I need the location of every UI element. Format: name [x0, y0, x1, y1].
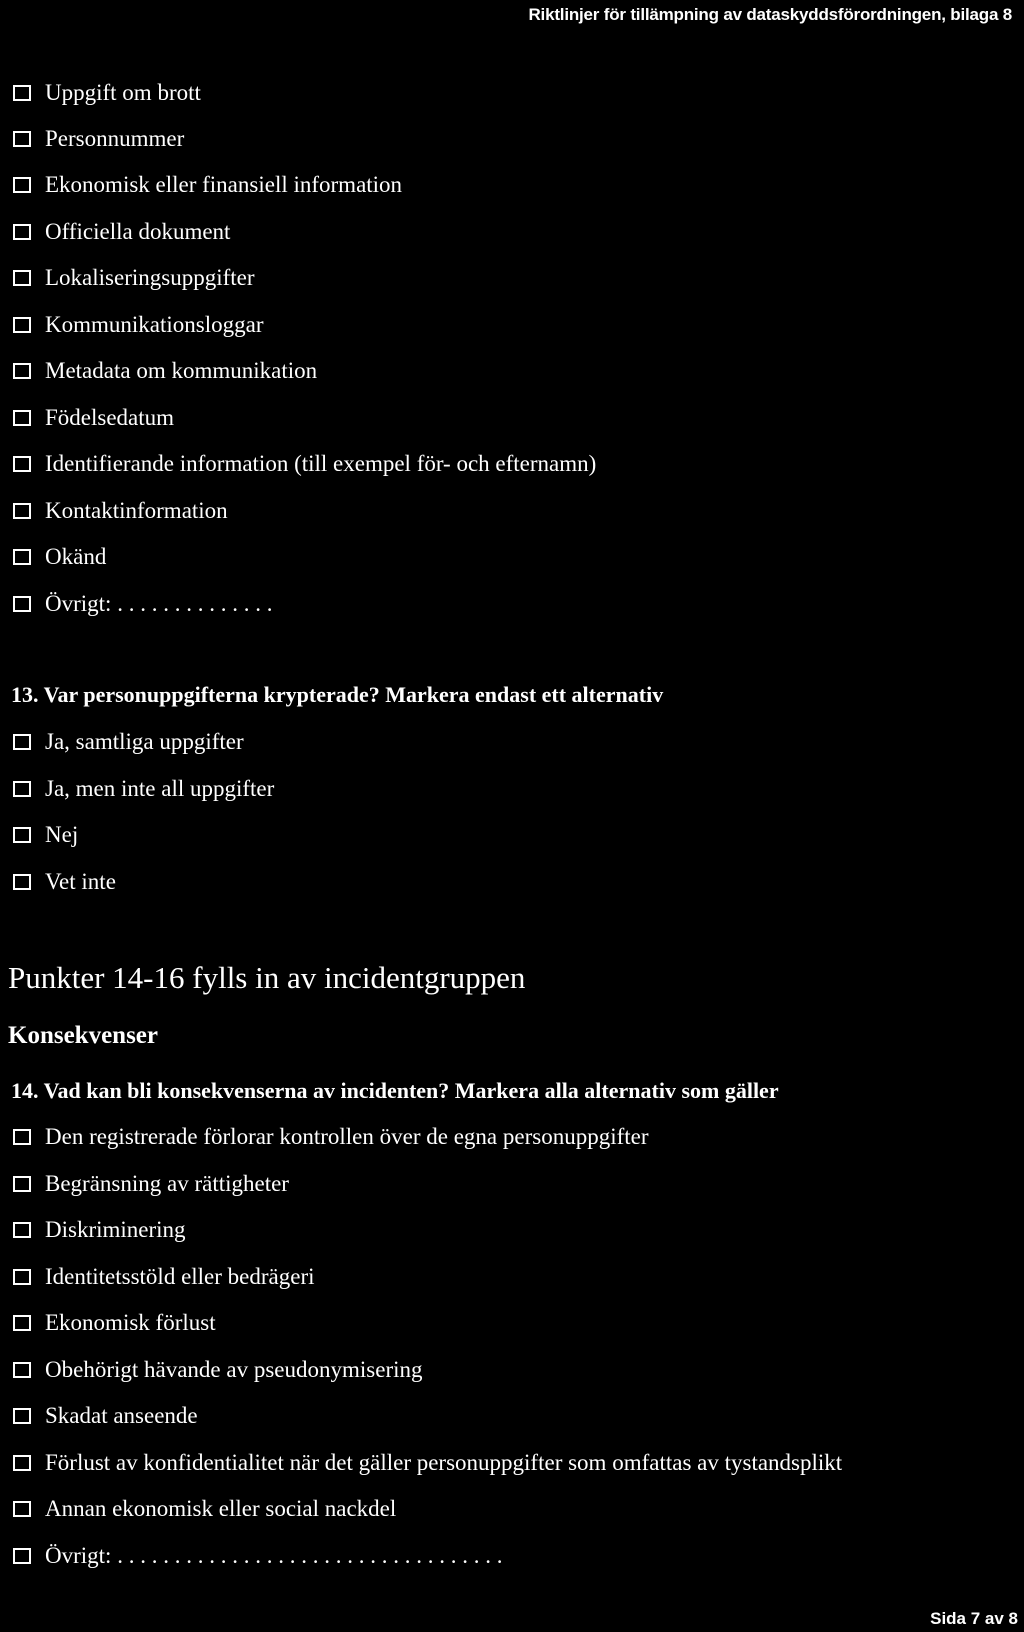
checkbox-label: Identifierande information (till exempel för- och efternamn) — [45, 451, 597, 476]
checkbox-label: Personnummer — [45, 126, 185, 151]
checkbox-icon[interactable] — [13, 1315, 31, 1331]
checkbox-label: Uppgift om brott — [45, 80, 201, 105]
checkbox-item[interactable] — [11, 1450, 842, 1476]
checkbox-item[interactable] — [11, 358, 317, 384]
checkbox-label: Okänd — [45, 544, 107, 569]
section-heading: Punkter 14-16 fylls in av incidentgruppen — [8, 960, 526, 995]
checkbox-label: Identitetsstöld eller bedrägeri — [45, 1264, 315, 1289]
checkbox-icon[interactable] — [13, 1455, 31, 1471]
checkbox-icon[interactable] — [13, 734, 31, 750]
checkbox-item[interactable] — [11, 80, 201, 106]
checkbox-icon[interactable] — [13, 224, 31, 240]
checkbox-label: Ekonomisk eller finansiell information — [45, 172, 403, 197]
checkbox-icon[interactable] — [13, 1548, 31, 1564]
checkbox-label: Ekonomisk förlust — [45, 1310, 216, 1335]
checkbox-label: Begränsning av rättigheter — [45, 1171, 289, 1196]
checkbox-label: Skadat anseende — [45, 1403, 198, 1428]
checkbox-icon[interactable] — [13, 1269, 31, 1285]
checkbox-item[interactable] — [11, 869, 116, 895]
checkbox-label: Ja, samtliga uppgifter — [45, 729, 244, 754]
checkbox-item[interactable] — [11, 591, 272, 617]
checkbox-item[interactable] — [11, 1124, 649, 1150]
checkbox-label: Födelsedatum — [45, 405, 175, 430]
checkbox-item[interactable] — [11, 729, 244, 755]
checkbox-icon[interactable] — [13, 874, 31, 890]
checkbox-label: Officiella dokument — [45, 219, 231, 244]
checkbox-icon[interactable] — [13, 317, 31, 333]
checkbox-label: Obehörigt hävande av pseudonymisering — [45, 1357, 423, 1382]
checkbox-label: Metadata om kommunikation — [45, 358, 318, 383]
checkbox-icon[interactable] — [13, 363, 31, 379]
checkbox-label: Den registrerade förlorar kontrollen över de egna personuppgifter — [45, 1124, 649, 1149]
checkbox-item[interactable] — [11, 312, 263, 338]
checkbox-label: Diskriminering — [45, 1217, 186, 1242]
checkbox-icon[interactable] — [13, 1129, 31, 1145]
checkbox-icon[interactable] — [13, 503, 31, 519]
checkbox-icon[interactable] — [13, 781, 31, 797]
checkbox-item[interactable] — [11, 219, 230, 245]
checkbox-icon[interactable] — [13, 410, 31, 426]
checkbox-icon[interactable] — [13, 1362, 31, 1378]
checkbox-item[interactable] — [11, 498, 228, 524]
question-14-title: 14. Vad kan bli konsekvenserna av incidenten? Markera alla alternativ som gäller — [11, 1078, 779, 1103]
checkbox-item[interactable] — [11, 265, 255, 291]
page-number: Sida 7 av 8 — [930, 1609, 1018, 1628]
checkbox-label: Annan ekonomisk eller social nackdel — [45, 1496, 397, 1521]
checkbox-label: Lokaliseringsuppgifter — [45, 265, 255, 290]
checkbox-icon[interactable] — [13, 1501, 31, 1517]
checkbox-icon[interactable] — [13, 1408, 31, 1424]
checkbox-item[interactable] — [11, 822, 78, 848]
section-subheading: Konsekvenser — [8, 1022, 158, 1049]
checkbox-label: Kommunikationsloggar — [45, 312, 264, 337]
checkbox-item[interactable] — [11, 126, 184, 152]
checkbox-icon[interactable] — [13, 1176, 31, 1192]
checkbox-icon[interactable] — [13, 827, 31, 843]
checkbox-label: Kontaktinformation — [45, 498, 228, 523]
checkbox-icon[interactable] — [13, 85, 31, 101]
checkbox-item[interactable] — [11, 1357, 423, 1383]
checkbox-label: Vet inte — [45, 869, 116, 894]
checkbox-icon[interactable] — [13, 131, 31, 147]
checkbox-item[interactable] — [11, 1264, 315, 1290]
checkbox-item[interactable] — [11, 1171, 289, 1197]
question-13-title: 13. Var personuppgifterna krypterade? Markera endast ett alternativ — [11, 682, 664, 707]
checkbox-item[interactable] — [11, 1217, 186, 1243]
checkbox-item[interactable] — [11, 544, 106, 570]
checkbox-label: Övrigt: . . . . . . . . . . . . . . — [45, 591, 273, 616]
checkbox-item[interactable] — [11, 1496, 396, 1522]
checkbox-icon[interactable] — [13, 1222, 31, 1238]
checkbox-icon[interactable] — [13, 456, 31, 472]
checkbox-item[interactable] — [11, 451, 596, 477]
checkbox-item[interactable] — [11, 776, 274, 802]
checkbox-label: Övrigt: . . . . . . . . . . . . . . . . . . . . . . . . . . . . . . . . . . — [45, 1543, 503, 1568]
checkbox-item[interactable] — [11, 1403, 198, 1429]
checkbox-label: Ja, men inte all uppgifter — [45, 776, 275, 801]
checkbox-icon[interactable] — [13, 549, 31, 565]
checkbox-item[interactable] — [11, 172, 402, 198]
checkbox-icon[interactable] — [13, 270, 31, 286]
checkbox-label: Nej — [45, 822, 79, 847]
checkbox-label: Förlust av konfidentialitet när det gäller personuppgifter som omfattas av tystandsplikt — [45, 1450, 843, 1475]
checkbox-item[interactable] — [11, 1543, 502, 1569]
document-title: Riktlinjer för tillämpning av dataskyddsförordningen, bilaga 8 — [528, 5, 1012, 24]
checkbox-icon[interactable] — [13, 177, 31, 193]
checkbox-item[interactable] — [11, 405, 174, 431]
checkbox-item[interactable] — [11, 1310, 216, 1336]
checkbox-icon[interactable] — [13, 596, 31, 612]
